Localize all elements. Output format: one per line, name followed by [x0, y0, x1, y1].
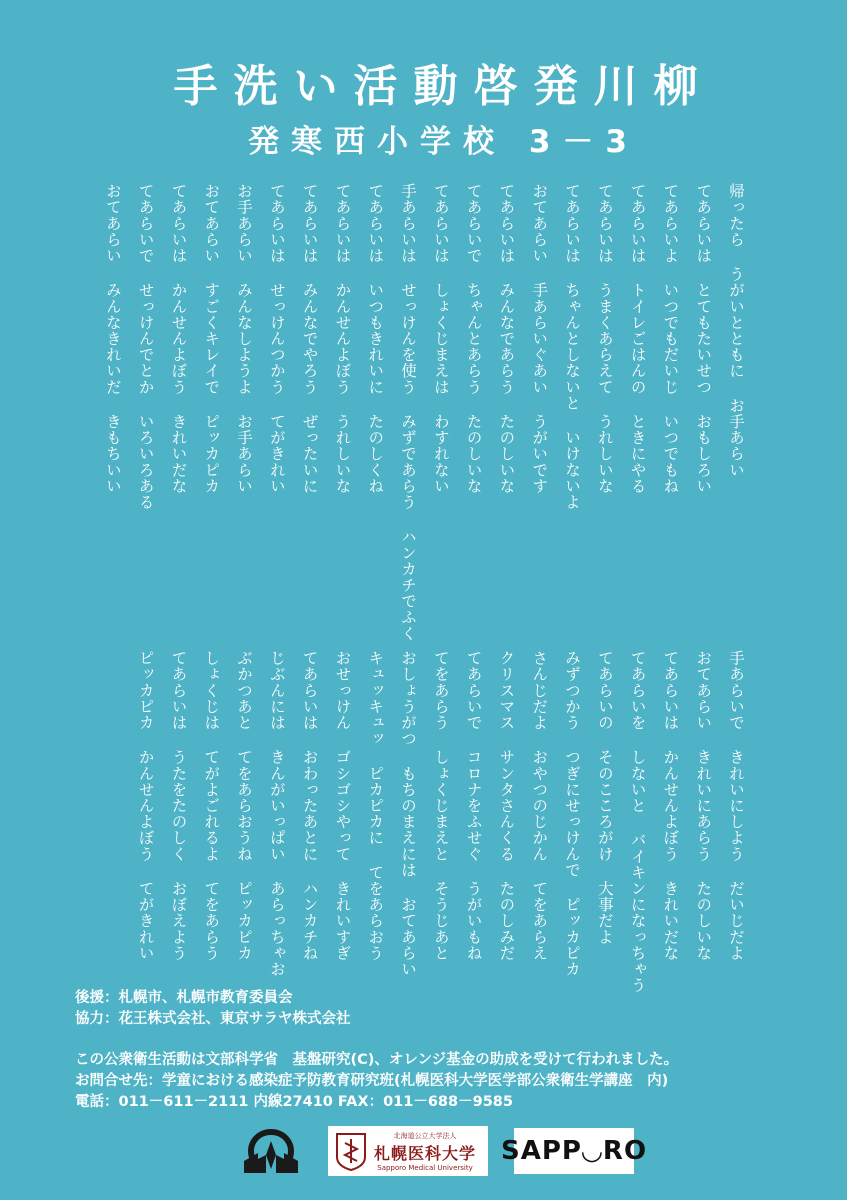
senryu-poem: クリスマス サンタさんくる たのしみだ [497, 650, 516, 961]
senryu-poem: てあらいは ちゃんとしないと いけないよ [563, 183, 582, 510]
funding-text: この公衆衛生活動は文部科学省 基盤研究(C)、オレンジ基金の助成を受けて行われました。 [75, 1052, 679, 1068]
phone-text: 電話：011－611－2111 内線27410 FAX：011－688－9585 [75, 1094, 513, 1110]
credits [75, 988, 351, 1030]
senryu-poem: 手あらいで きれいにしよう だいじだよ [727, 650, 745, 961]
senryu-poem: じぶんには きんがいっぱい あらっちゃお [267, 650, 286, 977]
senryu-poem: みずつかう つぎにせっけんで ピッカピカ [563, 650, 582, 977]
sapporo-city-emblem-icon [240, 1125, 302, 1177]
senryu-poem: ピッカピカ かんせんよぼう てがきれい [136, 650, 155, 961]
senryu-poem: 手あらいは せっけんを使う みずであらう ハンカチでふく [399, 183, 418, 642]
contact-text: お問合せ先：学童における感染症予防教育研究班(札幌医科大学医学部公衆衛生学講座 内) [75, 1073, 669, 1089]
poems-lower [129, 650, 752, 993]
senryu-poem: おしょうがつ もちのまえには おてあらい [399, 650, 418, 977]
senryu-poem: おてあらい 手あらいぐあい うがいです [530, 183, 549, 494]
senryu-poem: キュッキュッ ピカピカに てをあらおう [366, 650, 385, 961]
university-seal-icon [334, 1131, 368, 1171]
senryu-poem: てあらいは うたをたのしく おぼえよう [169, 650, 188, 961]
senryu-poem: おせっけん ゴシゴシやって きれいすぎ [333, 650, 352, 961]
support-credit: 後援：札幌市、札幌市教育委員会 [75, 990, 293, 1006]
senryu-poem: てをあらう しょくじまえと そうじあと [431, 650, 450, 961]
university-subtitle: 北海道公立大学法人 [393, 1131, 457, 1140]
senryu-poem: てあらいは いつもきれいに たのしくね [366, 183, 385, 494]
logo-row [240, 1125, 648, 1177]
contact-note [75, 1050, 678, 1113]
senryu-poem: てあらいで コロナをふせぐ うがいもね [464, 650, 483, 961]
senryu-poem: お手あらい みんなしようよ お手あらい [235, 183, 254, 494]
senryu-poem: てあらいは うまくあらえて うれしいな [595, 183, 614, 494]
senryu-poem: さんじだよ おやつのじかん てをあらえ [530, 650, 549, 961]
senryu-poem: てあらいは かんせんよぼう きれいだな [661, 650, 680, 961]
senryu-poem: てあらいは みんなでやろう ぜったいに [300, 183, 319, 494]
senryu-poem: てあらいは おわったあとに ハンカチね [300, 650, 319, 961]
senryu-poem: しょくじは てがよごれるよ てをあらう [202, 650, 221, 961]
senryu-poem: てあらいは せっけんつかう てがきれい [267, 183, 286, 494]
senryu-poem: おてあらい きれいにあらう たのしいな [694, 650, 713, 961]
sapporo-logo: SAPP◡RO [514, 1128, 634, 1174]
senryu-poem: てあらいを しないと バイキンになっちゃう [628, 650, 647, 994]
page-subtitle: 発寒西小学校 3－3 [248, 124, 639, 160]
senryu-poem: おてあらい すごくキレイで ピッカピカ [202, 183, 221, 494]
university-english-name: Sapporo Medical University [377, 1163, 473, 1172]
senryu-poem: てあらいで ちゃんとあらう たのしいな [464, 183, 483, 494]
senryu-poem: てあらいは みんなであらう たのしいな [497, 183, 516, 494]
senryu-poem: てあらいは しょくじまえは わすれない [431, 183, 450, 494]
senryu-poem: 帰ったら うがいとともに お手あらい [727, 183, 745, 478]
senryu-poem: おてあらい みんなきれいだ きもちいい [103, 183, 122, 494]
poems-upper [96, 183, 752, 641]
senryu-poem: てあらいは かんせんよぼう きれいだな [169, 183, 188, 494]
senryu-poem: てあらいは かんせんよぼう うれしいな [333, 183, 352, 494]
cooperation-credit: 協力：花王株式会社、東京サラヤ株式会社 [75, 1011, 351, 1027]
senryu-poem: てあらいの そのこころがけ 大事だよ [595, 650, 614, 945]
senryu-poem: てあらいは とてもたいせつ おもしろい [694, 183, 713, 494]
senryu-poem: ぶかつあと てをあらおうね ピッカピカ [235, 650, 254, 961]
senryu-poem: てあらいは トイレごはんの ときにやる [628, 183, 647, 494]
senryu-poem: てあらいよ いつでもだいじ いつでもね [661, 183, 680, 494]
sapporo-medical-university-logo [328, 1126, 488, 1176]
page-title: 手洗い活動啓発川柳 [173, 61, 714, 112]
university-name: 札幌医科大学 [374, 1143, 477, 1163]
senryu-poem: てあらいで せっけんでとか いろいろある [136, 183, 155, 510]
